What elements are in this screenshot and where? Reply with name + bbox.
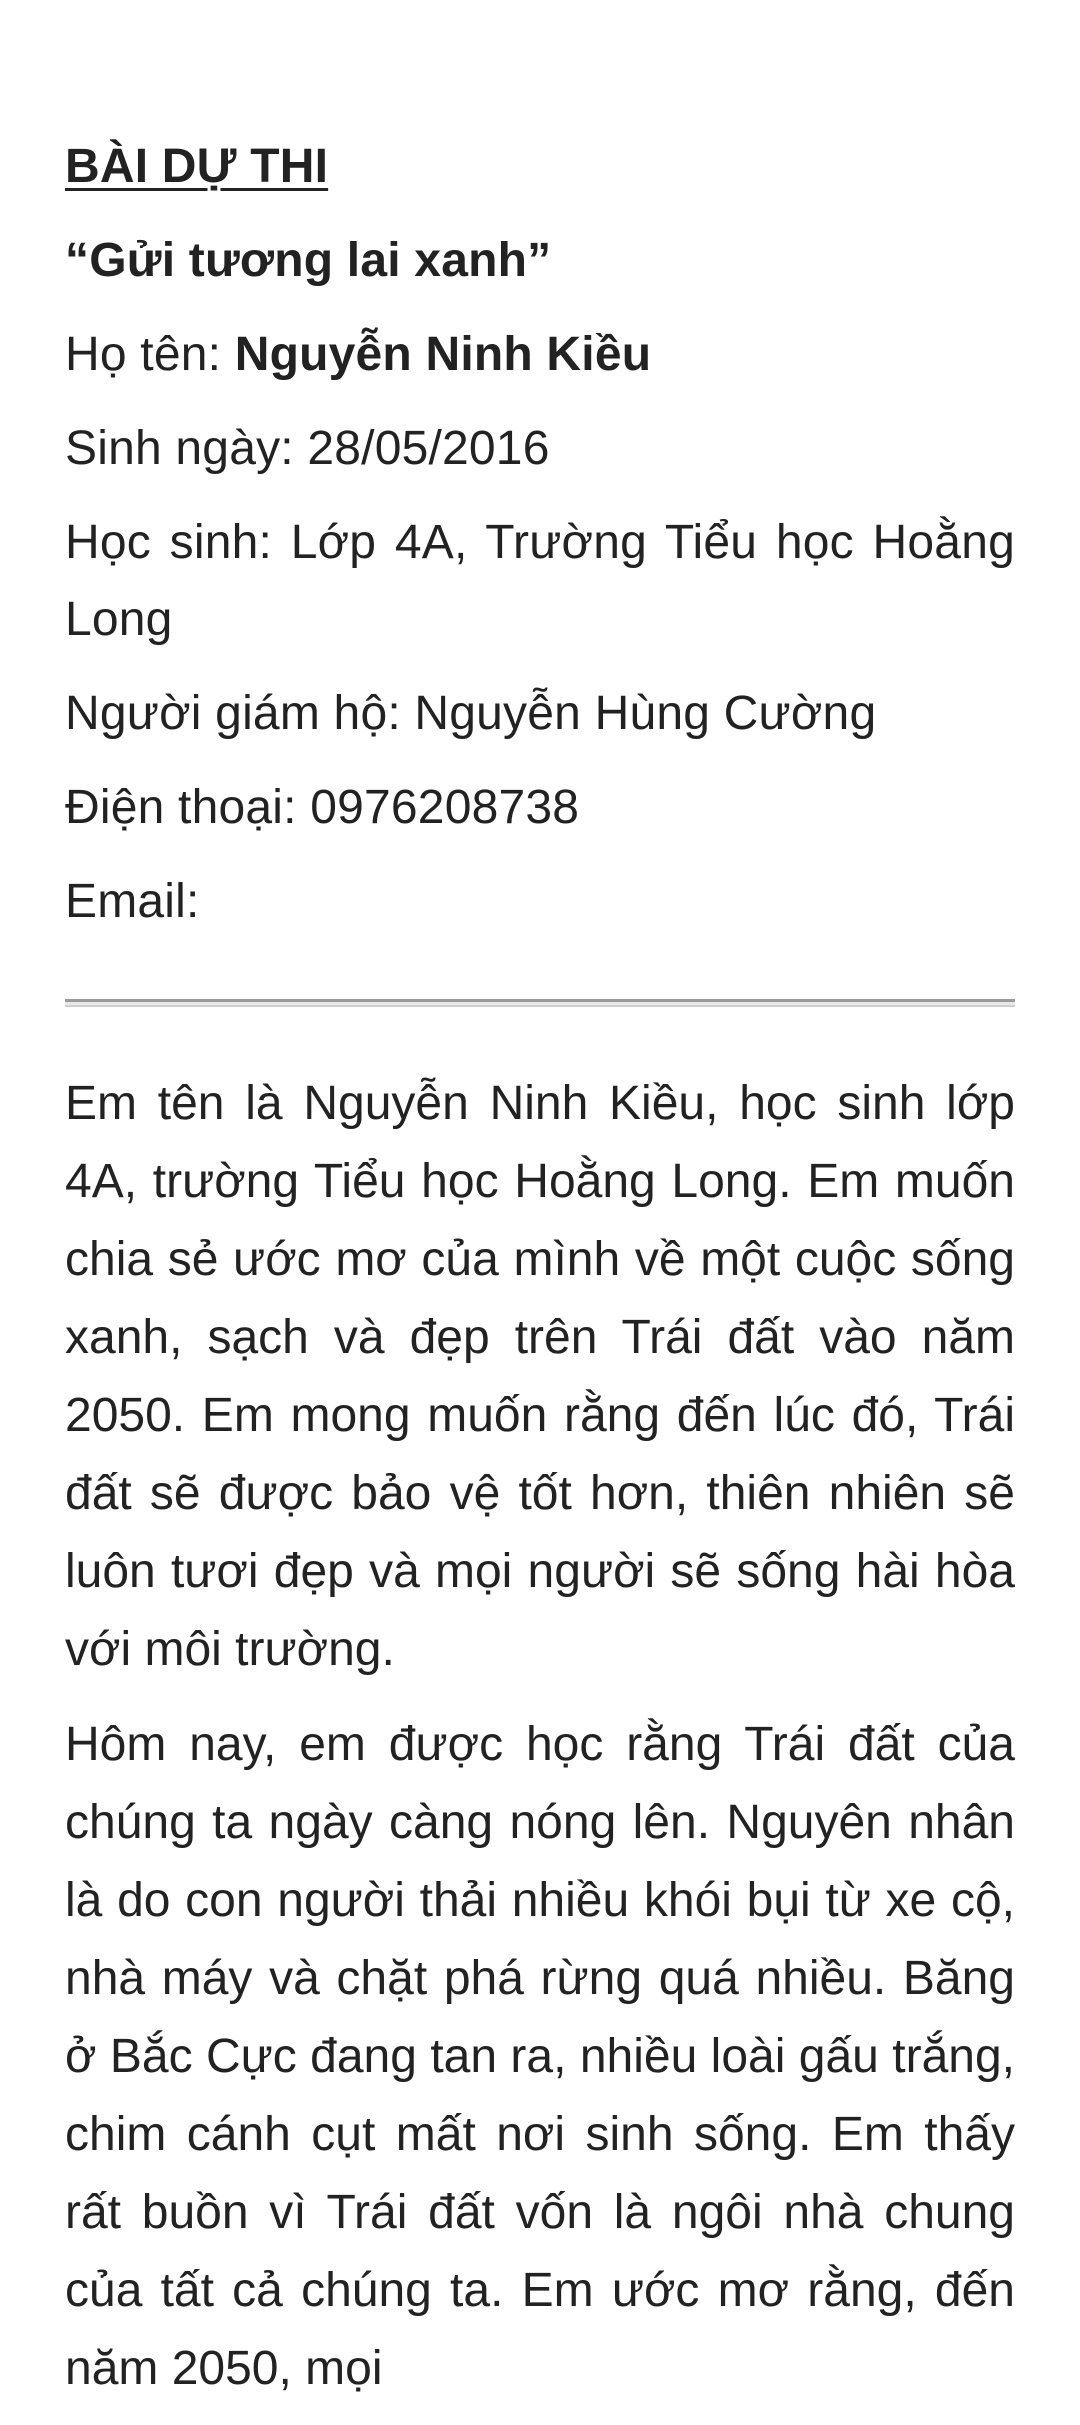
student-name-value: Nguyễn Ninh Kiều — [234, 328, 652, 381]
student-name-row — [65, 316, 1015, 393]
document-page — [65, 128, 1015, 2425]
student-name-label: Họ tên: — [65, 328, 235, 381]
phone-number: Điện thoại: 0976208738 — [65, 781, 580, 834]
date-of-birth: Sinh ngày: 28/05/2016 — [65, 422, 550, 475]
email-row: Email: — [65, 875, 200, 928]
student-class-school: Học sinh: Lớp 4A, Trường Tiểu học Hoằng Long — [65, 516, 1015, 646]
body-paragraph-2: Hôm nay, em được học rằng Trái đất của chúng ta ngày càng nóng lên. Nguyên nhân là do con người thải nhiều khói bụi từ xe cộ, nhà máy và chặt phá rừng quá nhiều. Băng ở Bắc Cực đang tan ra, nhiều loài gấu trắng, chim cánh cụt mất nơi sinh sống. Em thấy rất buồn vì Trái đất vốn là ngôi nhà chung của tất cả chúng ta. Em ước mơ rằng, đến năm 2050, mọi — [65, 1718, 1015, 2395]
document-subtitle: “Gửi tương lai xanh” — [65, 234, 552, 287]
document-title: BÀI DỰ THI — [65, 140, 329, 193]
section-divider — [65, 999, 1015, 1007]
guardian-name: Người giám hộ: Nguyễn Hùng Cường — [65, 687, 877, 740]
body-paragraph-1: Em tên là Nguyễn Ninh Kiều, học sinh lớp 4A, trường Tiểu học Hoằng Long. Em muốn chia sẻ ước mơ của mình về một cuộc sống xanh, sạch và đẹp trên Trái đất vào năm 2050. Em mong muốn rằng đến lúc đó, Trái đất sẽ được bảo vệ tốt hơn, thiên nhiên sẽ luôn tươi đẹp và mọi người sẽ sống hài hòa với môi trường. — [65, 1077, 1015, 1676]
